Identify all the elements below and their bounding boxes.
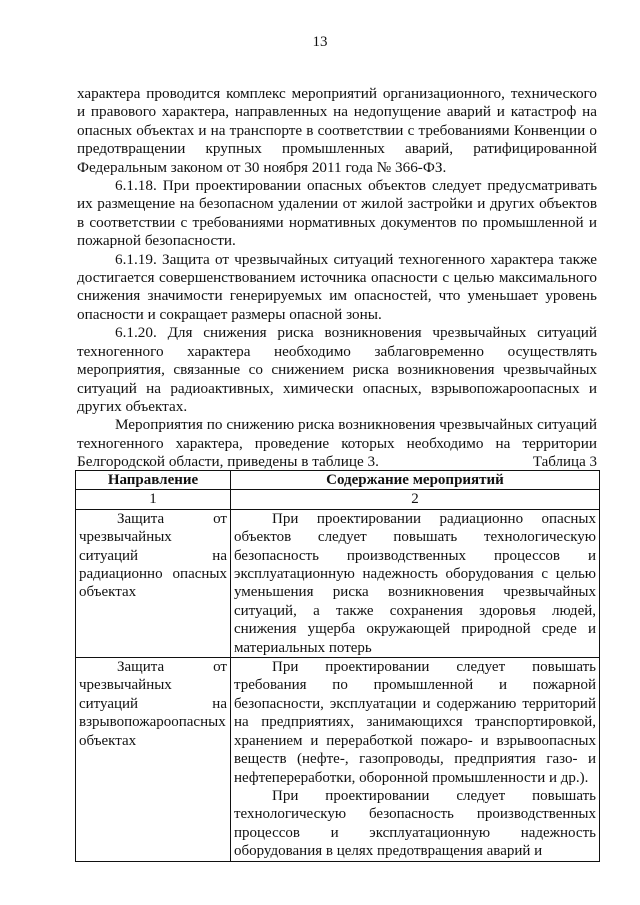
direction-text: Защита от чрезвычайных ситуаций на радиационно опасных объектах xyxy=(79,510,227,601)
header-direction: Направление xyxy=(76,471,231,490)
paragraph-6-1-18: 6.1.18. При проектировании опасных объектов следует предусматривать их размещение на безопасном удалении от жилой застройки и других объектов в соответствии с требованиями нормативных документов по промышленной и пожарной безопасности. xyxy=(77,177,597,250)
content-paragraph: При проектировании следует повышать технологическую безопасность производственных процессов и эксплуатационную надежность оборудования в целях предотвращения аварий и xyxy=(234,787,596,860)
paragraph-continuation: характера проводится комплекс мероприятий организационного, технического и правового характера, направленных на недопущение аварий и катастроф на опасных объектах и на транспорте в соответствии с требованиями Конвенции о предотвращении крупных промышленных аварий, ратифицированной Федеральным законом от 30 ноября 2011 года № 366-ФЗ. xyxy=(77,85,597,176)
paragraph-6-1-20: 6.1.20. Для снижения риска возникновения чрезвычайных ситуаций техногенного характера необходимо заблаговременно осуществлять мероприятия, связанные со снижением риска возникновения чрезвычайных ситуаций на радиоактивных, химически опасных, взрывопожароопасных и других объектах. xyxy=(77,324,597,415)
body-text xyxy=(77,85,597,472)
table-row xyxy=(76,658,600,861)
column-number-row xyxy=(76,490,600,509)
header-content: Содержание мероприятий xyxy=(231,471,600,490)
page-number: 13 xyxy=(312,34,328,50)
paragraph-6-1-19: 6.1.19. Защита от чрезвычайных ситуаций техногенного характера также достигается совершенствованием источника опасности с целью максимального снижения значимости генерируемых им опасностей, что уменьшает уровень опасности и сокращает размеры опасной зоны. xyxy=(77,250,597,323)
table-header-row xyxy=(76,471,600,490)
measures-table xyxy=(75,470,600,862)
content-cell xyxy=(231,658,600,861)
table-row xyxy=(76,509,600,657)
content-paragraph: При проектировании следует повышать требования по промышленной и пожарной безопасности, эксплуатации и содержанию территорий на предприятиях, занимающихся транспортировкой, хранением и переработкой пожаро- и взрывоопасных веществ (нефте-, газопроводы, предприятия газо- и нефтепереработки, оборонной промышленности и др.). xyxy=(234,659,596,786)
direction-cell xyxy=(76,509,231,657)
content-cell xyxy=(231,509,600,657)
direction-text: Защита от чрезвычайных ситуаций на взрывопожароопасных объектах xyxy=(79,659,227,749)
direction-cell xyxy=(76,658,231,861)
content-paragraph: При проектировании радиационно опасных объектов следует повышать технологическую безопасность производственных процессов и эксплуатационную надежность оборудования с целью уменьшения риска возникновения чрезвычайных ситуаций, а также сохранения здоровья людей, снижения ущерба окружающей природной среде и материальных потерь xyxy=(234,510,596,656)
paragraph-table-intro: Мероприятия по снижению риска возникновения чрезвычайных ситуаций техногенного характера, проведение которых необходимо на территории Белгородской области, приведены в таблице 3. xyxy=(77,416,597,471)
table-caption: Таблица 3 xyxy=(532,454,597,470)
column-number-2: 2 xyxy=(231,490,600,509)
column-number-1: 1 xyxy=(76,490,231,509)
